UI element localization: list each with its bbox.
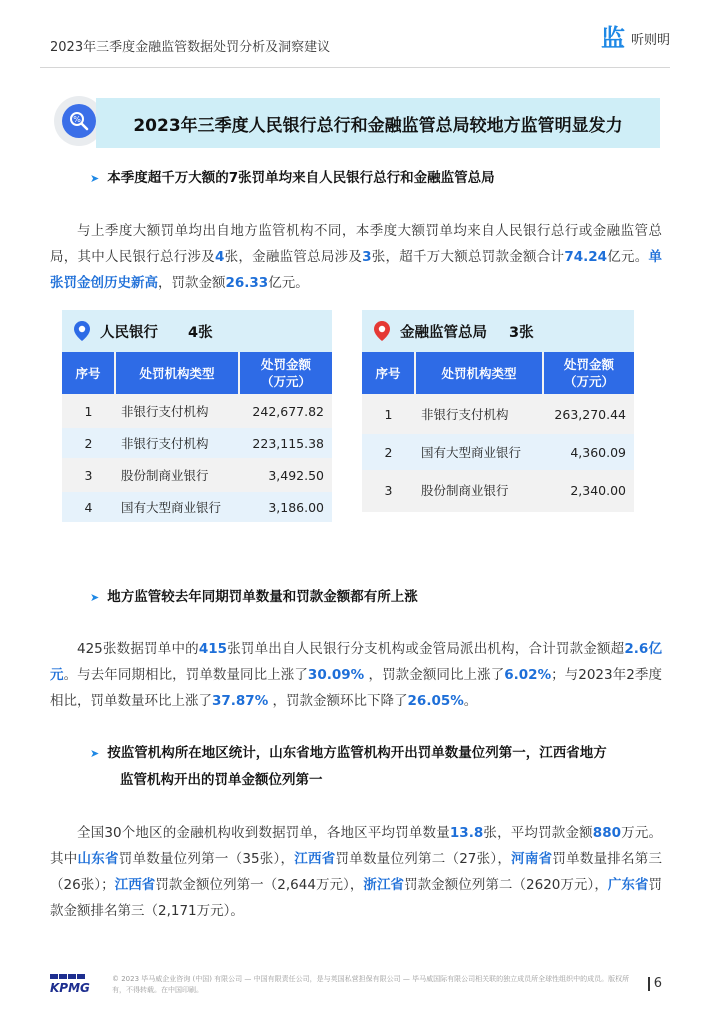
table-card-title: 人民银行	[100, 324, 158, 341]
table-card-count: 3张	[509, 324, 534, 341]
table-row: 2 非银行支付机构 223,115.38	[62, 427, 332, 459]
table-row: 1 非银行支付机构 242,677.82	[62, 395, 332, 427]
table-row: 2 国有大型商业银行 4,360.09	[362, 433, 634, 471]
arrow-icon: ➤	[90, 747, 100, 760]
sub-heading-1-text: 本季度超千万大额的7张罚单均来自人民银行总行和金融监管总局	[107, 170, 495, 186]
paragraph-2: 425张数据罚单中的415张罚单出自人民银行分支机构或金管局派出机构，合计罚款金额超2.6亿元。与去年同期相比，罚单数量同比上涨了30.09% ，罚款金额同比上涨了6.02%；与2023年2季度相比，罚单数量环比上涨了37.87% ，罚款金额环比下降了26.05%。	[50, 641, 663, 709]
arrow-icon: ➤	[90, 172, 100, 185]
header-divider	[40, 67, 670, 68]
table-row: 3 股份制商业银行 2,340.00	[362, 471, 634, 508]
section-title: 2023年三季度人民银行总行和金融监管总局较地方监管明显发力	[96, 98, 660, 148]
col-header: 序号	[62, 352, 115, 395]
location-pin-icon	[74, 321, 90, 341]
table-card-header	[62, 310, 332, 352]
brand-logo-text: 听则明	[630, 32, 670, 48]
footer-copyright: © 2023 毕马威企业咨询 (中国) 有限公司 — 中国有限责任公司，是与英国私营担保有限公司 — 毕马威国际有限公司相关联的独立成员所全球性组织中的成员。版权所有，不得转载。在中国印刷。	[112, 975, 630, 994]
brand-logo-glyph: 监	[600, 24, 625, 52]
svg-text:%: %	[73, 115, 81, 124]
sub-heading-3-line2: 监管机构开出的罚单金额位列第一	[120, 772, 323, 788]
sub-heading-3	[90, 740, 670, 793]
col-header: 处罚金额 （万元）	[543, 352, 634, 395]
penalty-table-nfra	[362, 352, 634, 508]
table-card-title: 金融监管总局	[400, 324, 487, 341]
sub-heading-2-text: 地方监管较去年同期罚单数量和罚款金额都有所上涨	[107, 589, 418, 605]
paragraph-1: 与上季度大额罚单均出自地方监管机构不同，本季度大额罚单均来自人民银行总行或金融监管总局，其中人民银行总行涉及4张，金融监管总局涉及3张，超千万大额总罚款金额合计74.24亿元。单张罚金创历史新高，罚款金额26.33亿元。	[50, 223, 663, 291]
penalty-table-pboc	[62, 352, 332, 522]
sub-heading-1	[90, 166, 495, 186]
location-pin-icon	[374, 321, 390, 341]
sub-heading-3-line1: 按监管机构所在地区统计，山东省地方监管机构开出罚单数量位列第一，江西省地方	[107, 745, 607, 761]
table-row: 3 股份制商业银行 3,492.50	[62, 459, 332, 491]
col-header: 处罚机构类型	[115, 352, 239, 395]
table-card-count: 4张	[188, 324, 213, 341]
kpmg-logo: KPMG	[50, 974, 90, 995]
table-card-pboc	[62, 310, 332, 515]
sub-heading-2	[90, 585, 418, 605]
table-card-nfra	[362, 310, 634, 512]
col-header: 序号	[362, 352, 415, 395]
table-row: 4 国有大型商业银行 3,186.00	[62, 491, 332, 522]
col-header: 处罚机构类型	[415, 352, 543, 395]
table-card-header	[362, 310, 634, 352]
brand-logo	[601, 26, 670, 50]
col-header: 处罚金额 （万元）	[239, 352, 332, 395]
page-number: 6	[648, 976, 662, 991]
header-title: 2023年三季度金融监管数据处罚分析及洞察建议	[50, 40, 331, 55]
arrow-icon: ➤	[90, 591, 100, 604]
paragraph-3: 全国30个地区的金融机构收到数据罚单，各地区平均罚单数量13.8张，平均罚款金额880万元。其中山东省罚单数量位列第一（35张），江西省罚单数量位列第二（27张），河南省罚单数量排名第三（26张）；江西省罚款金额位列第一（2,644万元），浙江省罚款金额位列第二（2620万元），广东省罚款金额排名第三（2,171万元）。	[50, 825, 663, 919]
table-row: 1 非银行支付机构 263,270.44	[362, 395, 634, 433]
